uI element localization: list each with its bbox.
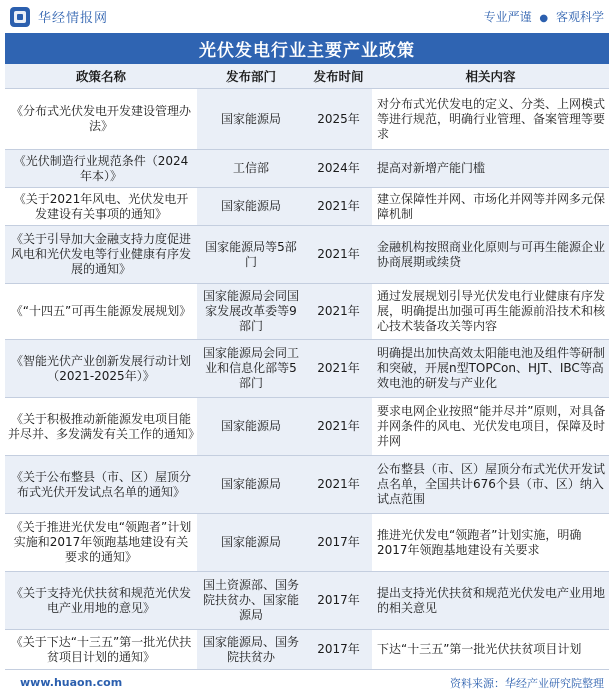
page-title: 光伏发电行业主要产业政策 <box>5 33 609 64</box>
slogan-left: 专业严谨 <box>483 10 532 24</box>
policy-department: 国家能源局 <box>197 456 305 514</box>
policy-date: 2024年 <box>305 150 372 188</box>
policy-date: 2017年 <box>305 572 372 630</box>
policy-content: 提出支持光伏扶贫和规范光伏发电产业用地的相关意见 <box>372 572 609 630</box>
slogan-separator: ● <box>539 13 549 24</box>
header-content: 相关内容 <box>372 64 609 89</box>
policy-department: 国家能源局等5部门 <box>197 226 305 284</box>
table-row <box>5 340 609 398</box>
policy-date: 2021年 <box>305 284 372 340</box>
slogan <box>484 8 604 25</box>
policy-content: 明确提出加快高效太阳能电池及组件等研制和突破，开展n型TOPCon、HJT、IBC等高效电池的研发与产业化 <box>372 340 609 398</box>
table-row <box>5 150 609 188</box>
policy-department: 国家能源局 <box>197 398 305 456</box>
policy-date: 2021年 <box>305 398 372 456</box>
policy-date: 2021年 <box>305 226 372 284</box>
policy-date: 2021年 <box>305 340 372 398</box>
policy-content: 金融机构按照商业化原则与可再生能源企业协商展期或续贷 <box>372 226 609 284</box>
policy-content: 下达“十三五”第一批光伏扶贫项目计划 <box>372 630 609 670</box>
policy-name: 《光伏制造行业规范条件（2024年本）》 <box>5 150 197 188</box>
table-row <box>5 89 609 150</box>
policy-department: 国家能源局 <box>197 514 305 572</box>
policy-department: 工信部 <box>197 150 305 188</box>
brand-logo-icon <box>10 7 30 27</box>
policy-content: 通过发展规划引导光伏发电行业健康有序发展，明确提出加强可再生能源前沿技术和核心技术装备攻关等内容 <box>372 284 609 340</box>
header-policy-name: 政策名称 <box>5 64 197 89</box>
policy-name: 《关于支持光伏扶贫和规范光伏发电产业用地的意见》 <box>5 572 197 630</box>
policy-department: 国土资源部、国务院扶贫办、国家能源局 <box>197 572 305 630</box>
policy-name: 《“十四五”可再生能源发展规划》 <box>5 284 197 340</box>
policy-content: 建立保障性并网、市场化并网等并网多元保障机制 <box>372 188 609 226</box>
footer-site: www.huaon.com <box>20 676 123 689</box>
policy-name: 《关于积极推动新能源发电项目能并尽并、多发满发有关工作的通知》 <box>5 398 197 456</box>
policy-date: 2021年 <box>305 188 372 226</box>
table-row <box>5 630 609 670</box>
brand <box>10 7 108 27</box>
slogan-right: 客观科学 <box>555 10 604 24</box>
policy-department: 国家能源局会同国家发展改革委等9部门 <box>197 284 305 340</box>
policy-department: 国家能源局、国务院扶贫办 <box>197 630 305 670</box>
policy-department: 国家能源局 <box>197 89 305 150</box>
policy-table-wrapper <box>5 64 609 670</box>
policy-content: 公布整县（市、区）屋顶分布式光伏开发试点名单，全国共计676个县（市、区）纳入试点范围 <box>372 456 609 514</box>
policy-department: 国家能源局会同工业和信息化部等5部门 <box>197 340 305 398</box>
header-department: 发布部门 <box>197 64 305 89</box>
policy-name: 《关于引导加大金融支持力度促进风电和光伏发电等行业健康有序发展的通知》 <box>5 226 197 284</box>
policy-date: 2021年 <box>305 456 372 514</box>
policy-name: 《智能光伏产业创新发展行动计划（2021-2025年）》 <box>5 340 197 398</box>
header-date: 发布时间 <box>305 64 372 89</box>
table-row <box>5 514 609 572</box>
table-row <box>5 398 609 456</box>
footer <box>0 669 614 696</box>
policy-name: 《关于下达“十三五”第一批光伏扶贫项目计划的通知》 <box>5 630 197 670</box>
table-row <box>5 188 609 226</box>
brand-name: 华经情报网 <box>38 11 109 26</box>
policy-name: 《关于推进光伏发电“领跑者”计划实施和2017年领跑基地建设有关要求的通知》 <box>5 514 197 572</box>
policy-name: 《分布式光伏发电开发建设管理办法》 <box>5 89 197 150</box>
policy-table <box>5 64 609 670</box>
policy-name: 《关于2021年风电、光伏发电开发建设有关事项的通知》 <box>5 188 197 226</box>
policy-content: 提高对新增产能门槛 <box>372 150 609 188</box>
policy-content: 对分布式光伏发电的定义、分类、上网模式等进行规范，明确行业管理、备案管理等要求 <box>372 89 609 150</box>
policy-date: 2025年 <box>305 89 372 150</box>
table-row <box>5 226 609 284</box>
table-row <box>5 284 609 340</box>
policy-content: 要求电网企业按照“能并尽并”原则，对具备并网条件的风电、光伏发电项目，保障及时并网 <box>372 398 609 456</box>
table-header-row <box>5 64 609 89</box>
table-row <box>5 456 609 514</box>
policy-date: 2017年 <box>305 630 372 670</box>
policy-content: 推进光伏发电“领跑者”计划实施，明确2017年领跑基地建设有关要求 <box>372 514 609 572</box>
policy-name: 《关于公布整县（市、区）屋顶分布式光伏开发试点名单的通知》 <box>5 456 197 514</box>
top-bar <box>0 0 614 33</box>
footer-source: 资料来源：华经产业研究院整理 <box>450 676 604 690</box>
table-row <box>5 572 609 630</box>
policy-department: 国家能源局 <box>197 188 305 226</box>
policy-date: 2017年 <box>305 514 372 572</box>
